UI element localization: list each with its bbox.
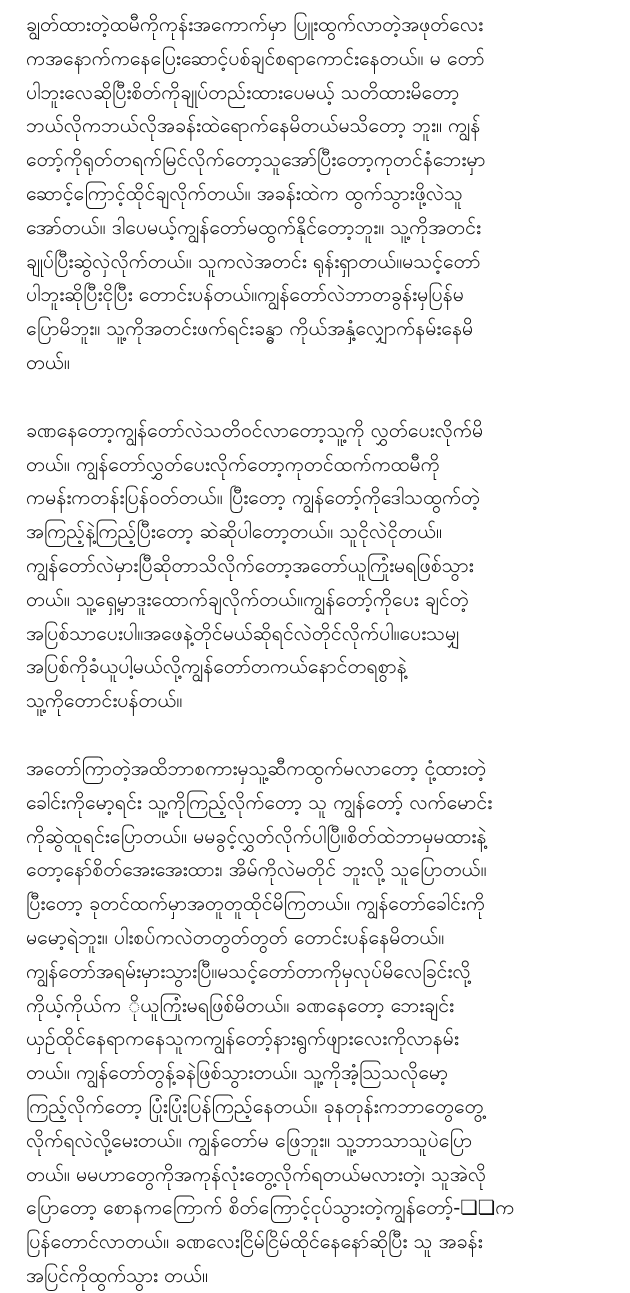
text-line: လိုက်ရလဲလို့မေးတယ်။ ကျွန်တော်မ ဖြေဘူး။ သူ့ဘာသာသူပဲပြော [26, 1128, 473, 1152]
text-line: အပြစ်သာပေးပါ။အဖေနဲ့တိုင်မယ်ဆိုရင်လဲတိုင်လိုက်ပါ။ပေးသမျှ [26, 621, 460, 645]
text-line: သူ့ကိုတောင်းပန်တယ်။ [26, 689, 183, 713]
text-line: ကမန်းကတန်းပြန်ဝတ်တယ်။ ပြီးတော့ ကျွန်တော့်ကိုဒေါသထွက်တဲ့ [26, 486, 481, 510]
paragraph-3 [26, 752, 612, 1293]
text-line: ပြောတော့ စောနကကြောက် စိတ်ကြောင့်ငုပ်သွားတဲ့ကျွန်တော့်-❏❏က [26, 1196, 515, 1220]
text-line: တယ်။ မမဟာတွေကိုအကုန်လုံးတွေ့လိုက်ရတယ်မလားတဲ့၊ သူအဲလို [26, 1162, 487, 1186]
text-line: ခေါင်းကိုမော့ရင်း သူ့ကိုကြည့်လိုက်တော့ သူ ကျွန်တော့် လက်မောင်း [26, 790, 493, 814]
text-line: ချုပ်ပြီးဆွဲလှဲလိုက်တယ်။ သူကလဲအတင်း ရုန်းရှာတယ်။မသင့်တော် [26, 249, 481, 273]
text-line: တော့နော်စိတ်အေးအေးထား၊ အိမ်ကိုလဲမတိုင် ဘူးလို့ သူပြောတယ်။ [26, 858, 487, 882]
text-line: ပါဘူးဆိုပြီးငိုပြီး တောင်းပန်တယ်။ကျွန်တော်လဲဘာတခွန်းမှပြန်မ [26, 283, 464, 307]
text-line: တယ်။ ကျွန်တော်လွှတ်ပေးလိုက်တော့ကုတင်ထက်ကထမီကို [26, 452, 440, 476]
text-line: ဘယ်လိုကဘယ်လိုအခန်းထဲရောက်နေမိတယ်မသိတော့ ဘူး။ ကျွန် [26, 114, 481, 138]
text-line: တယ်။ သူ့ရှေ့မှာဒူးထောက်ချလိုက်တယ်။ကျွန်တော့်ကိုပေး ချင်တဲ့ [26, 587, 469, 611]
text-line: ခဏနေတော့ကျွန်တော်လဲသတိဝင်လာတော့သူ့ကို လွှတ်ပေးလိုက်မိ [26, 418, 484, 442]
text-line: ဆောင့်ကြောင့်ထိုင်ချလိုက်တယ်။ အခန်းထဲက ထွက်သွားဖို့လဲသူ [26, 181, 463, 205]
text-line: ပြီးတော့ ခုတင်ထက်မှာအတူတူထိုင်မိကြတယ်။ ကျွန်တော်ခေါင်းကို [26, 892, 485, 916]
text-line: ချွတ်ထားတဲ့ထမီကိုကုန်းအကောက်မှာ ပြူးထွက်လာတဲ့အဖုတ်လေး [26, 13, 484, 36]
text-line: ကျွန်တော်အရမ်းမှားသွားပြီ။မသင့်တော်တာကိုမှလုပ်မိလေခြင်းလို့ [26, 959, 471, 983]
text-line: ပြန်တောင်လာတယ်။ ခဏလေးငြိမ်ငြိမ်ထိုင်နေနော်ဆိုပြီး သူ အခန်း [26, 1230, 483, 1254]
text-line: ကိုဆွဲထူရင်းပြောတယ်။ မမခွင့်လွှတ်လိုက်ပါပြီ။စိတ်ထဲဘာမှမထားနဲ့ [26, 824, 487, 848]
text-line: ယှဉ်ထိုင်နေရာကနေသူကကျွန်တော့်နားရွက်ဖျားလေးကိုလာနမ်း [26, 1027, 459, 1051]
paragraph-1 [26, 8, 612, 380]
text-line: တယ်။ ကျွန်တော်တွန့်ခနဲဖြစ်သွားတယ်။ သူ့ကိုအံ့သြသလိုမော့ [26, 1061, 449, 1085]
text-line: ပြောမိဘူး။ သူ့ကိုအတင်းဖက်ရင်းခန္ဓာ ကိုယ်အနှံ့လျှောက်နမ်းနေမိ [26, 317, 474, 341]
paragraph-2 [26, 414, 612, 718]
text-line: ကိုယ့်ကိုယ်က ိုယူကြုံးမရဖြစ်မိတယ်။ ခဏနေတော့ ဘေးချင်း [26, 993, 454, 1017]
text-line: တယ်။ [26, 350, 70, 374]
text-line: ကျွန်တော်လဲမှားပြီဆိုတာသိလိုက်တော့အတော်ယူကြုံးမရဖြစ်သွား [26, 553, 474, 577]
text-line: ကအနောက်ကနေပြေးဆောင့်ပစ်ချင်စရာကောင်းနေတယ်။ မ တော် [26, 46, 485, 70]
text-line: ကြည့်လိုက်တော့ ပြုံးပြုံးပြန်ကြည့်နေတယ်။ ခုနတုန်းကဘာတွေတွေ့ [26, 1094, 484, 1118]
text-line: အပြင်ကိုထွက်သွား တယ်။ [26, 1263, 208, 1287]
text-line: အပြစ်ကိုခံယူပါ့မယ်လို့ကျွန်တော်တကယ်နောင်တရစွာနဲ့ [26, 655, 407, 679]
text-line: တော့်ကိုရုတ်တရက်မြင်လိုက်တော့သူအော်ပြီးတော့ကုတင်နံဘေးမှာ [26, 148, 486, 172]
text-line: အကြည့်နဲ့ကြည့်ပြီးတော့ ဆဲဆိုပါတော့တယ်။ သူငိုလဲငိုတယ်။ [26, 520, 442, 544]
text-line: မမော့ရဲဘူး။ ပါးစပ်ကလဲတတွတ်တွတ် တောင်းပန်နေမိတယ်။ [26, 925, 445, 949]
text-line: အော်တယ်။ ဒါပေမယ့်ကျွန်တော်မထွက်နိုင်တော့ဘူး။ သူ့ကိုအတင်း [26, 215, 481, 239]
text-line: အတော်ကြာတဲ့အထိဘာစကားမှသူ့ဆီကထွက်မလာတော့ ငုံ့ထားတဲ့ [26, 756, 487, 780]
text-line: ပါဘူးလေဆိုပြီးစိတ်ကိုချုပ်တည်းထားပေမယ့် သတိထားမိတော့ [26, 80, 460, 104]
